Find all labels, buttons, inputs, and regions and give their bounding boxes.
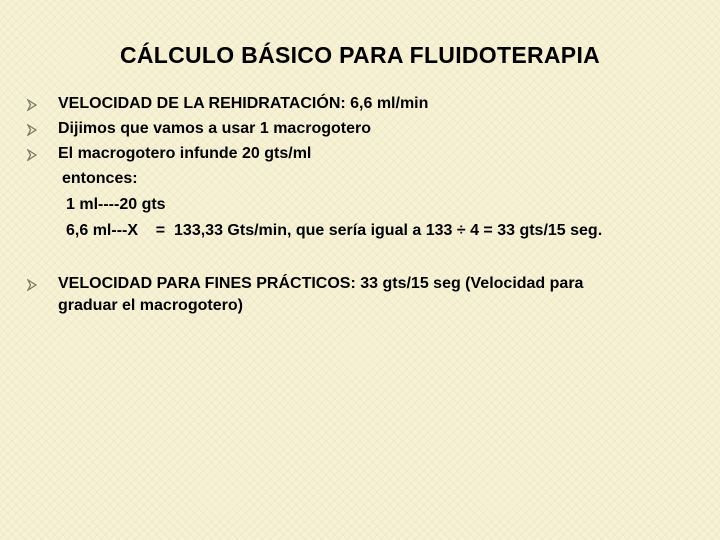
arrow-bullet-icon (27, 120, 39, 140)
slide-title: CÁLCULO BÁSICO PARA FLUIDOTERAPIA (119, 42, 601, 68)
continuation-text: entonces: (62, 170, 138, 187)
bullet-text: Dijimos que vamos a usar 1 macrogotero (58, 120, 371, 137)
arrow-bullet-icon (27, 145, 39, 165)
bullet-text: El macrogotero infunde 20 gts/ml (58, 145, 312, 162)
calculation-step: 1 ml----20 gts (66, 196, 166, 213)
bullet-text-continuation: graduar el macrogotero) (58, 297, 243, 314)
calculation-step: 6,6 ml---X = 133,33 Gts/min, que sería igual a 133 ÷ 4 = 33 gts/15 seg. (66, 222, 603, 239)
arrow-bullet-icon (27, 275, 39, 295)
bullet-text: VELOCIDAD PARA FINES PRÁCTICOS: 33 gts/15 seg (Velocidad para (58, 275, 584, 292)
bullet-text: VELOCIDAD DE LA REHIDRATACIÓN: 6,6 ml/min (58, 95, 429, 112)
arrow-bullet-icon (27, 95, 39, 115)
